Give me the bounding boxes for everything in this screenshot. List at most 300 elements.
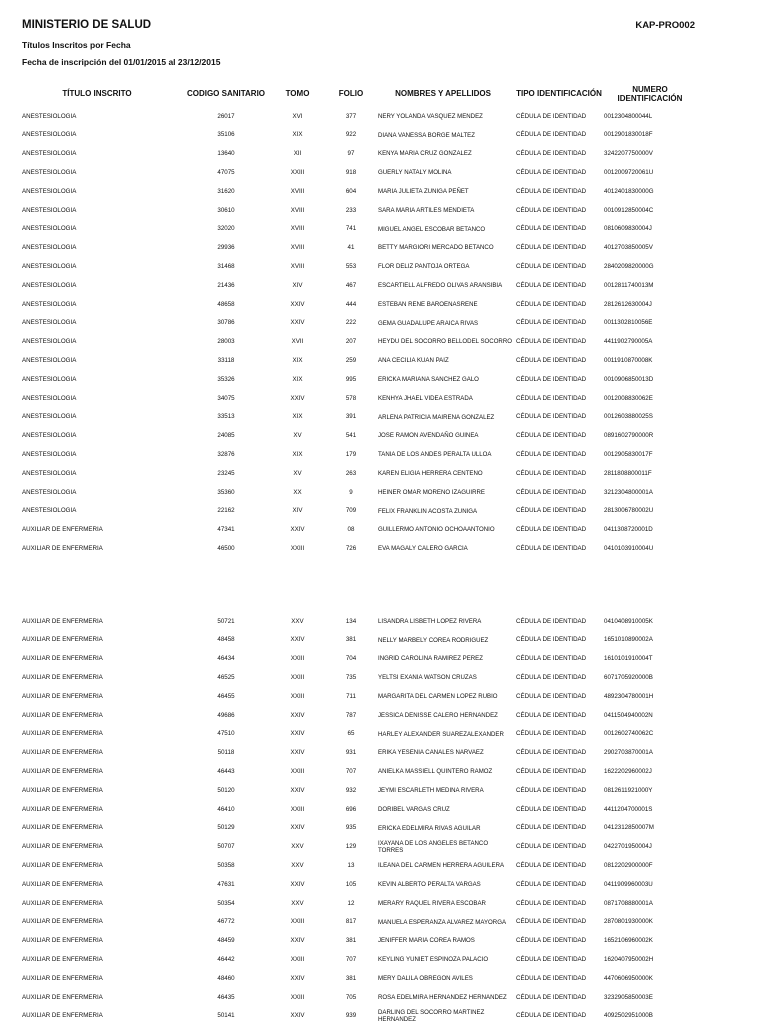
titulo-cell: ANESTESIOLOGIA: [22, 150, 77, 158]
numero-cell: 0012901830018F: [604, 131, 653, 139]
codigo-cell: 46434: [217, 655, 235, 663]
nombre-cell: KENYA MARIA CRUZ GONZALEZ: [378, 150, 472, 158]
tipo-cell: CÉDULA DE IDENTIDAD: [516, 281, 587, 289]
tomo-cell: XXIII: [290, 993, 305, 1001]
codigo-cell: 29936: [217, 244, 235, 252]
nombre-cell: HEYDU DEL SOCORRO BELLODEL SOCORRO: [378, 338, 512, 346]
codigo-cell: 21436: [217, 281, 235, 289]
titulo-cell: ANESTESIOLOGIA: [22, 375, 77, 383]
titulo-cell: ANESTESIOLOGIA: [22, 394, 77, 402]
folio-cell: 12: [347, 899, 355, 907]
nombre-cell: ESTEBAN RENE BAROENASRENE: [378, 300, 478, 308]
table-row: [0, 950, 768, 969]
codigo-cell: 35326: [217, 375, 235, 383]
table-row: [0, 370, 768, 389]
table-row: [0, 838, 768, 857]
tipo-cell: CÉDULA DE IDENTIDAD: [516, 880, 587, 888]
tomo-cell: XXIII: [290, 768, 305, 776]
table-row: [0, 932, 768, 951]
titulo-cell: AUXILIAR DE ENFERMERIA: [22, 918, 103, 926]
table-row: [0, 107, 768, 126]
tomo-cell: XXIV: [290, 526, 305, 534]
folio-cell: 444: [345, 300, 357, 308]
tipo-cell: CÉDULA DE IDENTIDAD: [516, 730, 587, 738]
folio-cell: 707: [345, 956, 357, 964]
tipo-cell: CÉDULA DE IDENTIDAD: [516, 169, 587, 177]
column-header-tipo: TIPO IDENTIFICACIÓN: [516, 89, 602, 99]
numero-cell: 0010906850013D: [604, 375, 654, 383]
folio-cell: 541: [345, 432, 357, 440]
tipo-cell: CÉDULA DE IDENTIDAD: [516, 375, 587, 383]
folio-cell: 735: [345, 674, 357, 682]
codigo-cell: 48658: [217, 300, 235, 308]
nombre-cell: KAREN ELIGIA HERRERA CENTENO: [378, 469, 483, 477]
tomo-cell: XVIII: [290, 187, 305, 195]
tomo-cell: XVIII: [290, 244, 305, 252]
numero-cell: 4012401830000G: [604, 187, 654, 195]
table-row: [0, 819, 768, 838]
codigo-cell: 24085: [217, 432, 235, 440]
titulo-cell: AUXILIAR DE ENFERMERIA: [22, 636, 103, 644]
folio-cell: 134: [345, 617, 357, 625]
numero-cell: 0871708880001A: [604, 899, 653, 907]
tomo-cell: XXIII: [290, 674, 305, 682]
tomo-cell: XIX: [292, 357, 303, 365]
nombre-cell: DIANA VANESSA BORGE MALTEZ: [378, 131, 475, 139]
titulo-cell: AUXILIAR DE ENFERMERIA: [22, 786, 103, 794]
table-row: [0, 257, 768, 276]
codigo-cell: 32020: [217, 225, 235, 233]
titulo-cell: AUXILIAR DE ENFERMERIA: [22, 617, 103, 625]
numero-cell: 0812611921000Y: [604, 786, 653, 794]
tomo-cell: XIX: [292, 131, 303, 139]
tomo-cell: XXV: [291, 862, 304, 870]
titulo-cell: AUXILIAR DE ENFERMERIA: [22, 730, 103, 738]
table-row: [0, 201, 768, 220]
titulo-cell: ANESTESIOLOGIA: [22, 225, 77, 233]
titulo-cell: ANESTESIOLOGIA: [22, 263, 77, 271]
nombre-cell: MERY DALILA OBREGON AVILES: [378, 974, 473, 982]
tomo-cell: XXIII: [290, 805, 305, 813]
codigo-cell: 50129: [217, 824, 235, 832]
numero-cell: 1620407950002H: [604, 956, 654, 964]
nombre-cell: DARLING DEL SOCORRO MARTINEZ HERNANDEZ: [378, 1008, 485, 1024]
numero-cell: 0012602740062C: [604, 730, 654, 738]
tipo-cell: CÉDULA DE IDENTIDAD: [516, 655, 587, 663]
folio-cell: 995: [345, 375, 357, 383]
nombre-cell: TANIA DE LOS ANDES PERALTA ULLOA: [378, 451, 492, 459]
numero-cell: 0422701950004J: [604, 843, 652, 851]
table-row: [0, 182, 768, 201]
tomo-cell: XVII: [291, 338, 304, 346]
numero-cell: 3232905850003E: [604, 993, 653, 1001]
numero-cell: 0411909960003U: [604, 880, 653, 888]
nombre-cell: ARLENA PATRICIA MAIRENA GONZALEZ: [378, 413, 495, 421]
numero-cell: 0010912850004C: [604, 206, 654, 214]
numero-cell: 0012811740013M: [604, 281, 654, 289]
numero-cell: 2812612630004J: [604, 300, 652, 308]
table-row: [0, 687, 768, 706]
folio-cell: 65: [347, 730, 355, 738]
numero-cell: 1651010890002A: [604, 636, 653, 644]
folio-cell: 222: [345, 319, 357, 327]
table-row: [0, 276, 768, 295]
nombre-cell: EVA MAGALY CALERO GARCIA: [378, 545, 468, 553]
nombre-cell: ROSA EDELMIRA HERNANDEZ HERNANDEZ: [378, 993, 507, 1001]
titulo-cell: ANESTESIOLOGIA: [22, 244, 77, 252]
tipo-cell: CÉDULA DE IDENTIDAD: [516, 1012, 587, 1020]
numero-cell: 1610101910004T: [604, 655, 653, 663]
tomo-cell: XXIII: [290, 918, 305, 926]
column-header-codigo: CODIGO SANITARIO: [186, 89, 266, 99]
titulo-cell: AUXILIAR DE ENFERMERIA: [22, 899, 103, 907]
folio-cell: 13: [347, 862, 355, 870]
numero-cell: 0410408910005K: [604, 617, 653, 625]
tomo-cell: XXIV: [290, 824, 305, 832]
titulo-cell: AUXILIAR DE ENFERMERIA: [22, 526, 103, 534]
codigo-cell: 48459: [217, 937, 235, 945]
titulo-cell: AUXILIAR DE ENFERMERIA: [22, 674, 103, 682]
nombre-cell: JEYMI ESCARLETH MEDINA RIVERA: [378, 786, 484, 794]
tipo-cell: CÉDULA DE IDENTIDAD: [516, 993, 587, 1001]
titulo-cell: AUXILIAR DE ENFERMERIA: [22, 974, 103, 982]
table-row: [0, 631, 768, 650]
tipo-cell: CÉDULA DE IDENTIDAD: [516, 749, 587, 757]
tipo-cell: CÉDULA DE IDENTIDAD: [516, 263, 587, 271]
folio-cell: 787: [345, 711, 357, 719]
titulo-cell: ANESTESIOLOGIA: [22, 357, 77, 365]
tipo-cell: CÉDULA DE IDENTIDAD: [516, 150, 587, 158]
nombre-cell: MARGARITA DEL CARMEN LOPEZ RUBIO: [378, 692, 498, 700]
table-row: [0, 612, 768, 631]
tipo-cell: CÉDULA DE IDENTIDAD: [516, 937, 587, 945]
table-row: [0, 762, 768, 781]
tipo-cell: CÉDULA DE IDENTIDAD: [516, 617, 587, 625]
nombre-cell: JOSE RAMON AVENDAÑO GUINEA: [378, 432, 479, 440]
titulo-cell: ANESTESIOLOGIA: [22, 112, 77, 120]
numero-cell: 0012008830062E: [604, 394, 653, 402]
table-row: [0, 875, 768, 894]
folio-cell: 709: [345, 507, 357, 515]
nombre-cell: SARA MARIA ARTILES MENDIETA: [378, 206, 475, 214]
table-row: [0, 389, 768, 408]
titulo-cell: AUXILIAR DE ENFERMERIA: [22, 843, 103, 851]
table-row: [0, 220, 768, 239]
folio-cell: 707: [345, 768, 357, 776]
nombre-cell: NERY YOLANDA VASQUEZ MENDEZ: [378, 112, 483, 120]
titulo-cell: AUXILIAR DE ENFERMERIA: [22, 768, 103, 776]
folio-cell: 918: [345, 169, 357, 177]
nombre-cell: DORIBEL VARGAS CRUZ: [378, 805, 450, 813]
table-row: [0, 706, 768, 725]
nombre-cell: BETTY MARGIORI MERCADO BETANCO: [378, 244, 494, 252]
tomo-cell: XXV: [291, 899, 304, 907]
table-row: [0, 502, 768, 521]
tomo-cell: XVIII: [290, 225, 305, 233]
tipo-cell: CÉDULA DE IDENTIDAD: [516, 357, 587, 365]
table-row: [0, 894, 768, 913]
numero-cell: 4411204700001S: [604, 805, 653, 813]
titulo-cell: AUXILIAR DE ENFERMERIA: [22, 880, 103, 888]
folio-cell: 233: [345, 206, 357, 214]
codigo-cell: 13640: [217, 150, 235, 158]
numero-cell: 2902703870001A: [604, 749, 653, 757]
titulo-cell: AUXILIAR DE ENFERMERIA: [22, 1012, 103, 1020]
nombre-cell: GUILLERMO ANTONIO OCHOAANTONIO: [378, 526, 495, 534]
folio-cell: 105: [345, 880, 357, 888]
numero-cell: 4470606950000K: [604, 974, 653, 982]
tomo-cell: XXIII: [290, 655, 305, 663]
numero-cell: 6071705920000B: [604, 674, 653, 682]
numero-cell: 1652106960002K: [604, 937, 653, 945]
tomo-cell: XXV: [291, 843, 304, 851]
tomo-cell: XXIV: [290, 319, 305, 327]
folio-cell: 9: [349, 488, 353, 496]
table-row: [0, 145, 768, 164]
tipo-cell: CÉDULA DE IDENTIDAD: [516, 692, 587, 700]
nombre-cell: ESCARTIELL ALFREDO OLIVAS ARANSIBIA: [378, 281, 503, 289]
folio-cell: 381: [345, 974, 357, 982]
nombre-cell: ERICKA MARIANA SANCHEZ GALO: [378, 375, 479, 383]
nombre-cell: ILEANA DEL CARMEN HERRERA AGUILERA: [378, 862, 505, 870]
codigo-cell: 31468: [217, 263, 235, 271]
tomo-cell: XV: [293, 432, 302, 440]
codigo-cell: 46525: [217, 674, 235, 682]
numero-cell: 4092502951000B: [604, 1012, 653, 1020]
tomo-cell: XXV: [291, 617, 304, 625]
folio-cell: 578: [345, 394, 357, 402]
codigo-cell: 28003: [217, 338, 235, 346]
tipo-cell: CÉDULA DE IDENTIDAD: [516, 805, 587, 813]
table-row: [0, 333, 768, 352]
numero-cell: 4411902790005A: [604, 338, 653, 346]
tomo-cell: XII: [293, 150, 302, 158]
codigo-cell: 48460: [217, 974, 235, 982]
titulo-cell: AUXILIAR DE ENFERMERIA: [22, 824, 103, 832]
folio-cell: 263: [345, 469, 357, 477]
titulo-cell: ANESTESIOLOGIA: [22, 432, 77, 440]
numero-cell: 0810609830004J: [604, 225, 652, 233]
nombre-cell: ERIKA YESENIA CANALES NARVAEZ: [378, 749, 484, 757]
nombre-cell: INGRID CAROLINA RAMIREZ PEREZ: [378, 655, 483, 663]
nombre-cell: HEINER OMAR MORENO IZAGUIRRE: [378, 488, 485, 496]
tomo-cell: XXIV: [290, 880, 305, 888]
numero-cell: 2870801930000K: [604, 918, 653, 926]
tipo-cell: CÉDULA DE IDENTIDAD: [516, 187, 587, 195]
table-row: [0, 969, 768, 988]
codigo-cell: 47510: [217, 730, 235, 738]
folio-cell: 726: [345, 545, 357, 553]
nombre-cell: KENHYA JHAEL VIDEA ESTRADA: [378, 394, 473, 402]
tomo-cell: XXIV: [290, 749, 305, 757]
tipo-cell: CÉDULA DE IDENTIDAD: [516, 956, 587, 964]
tomo-cell: XXIV: [290, 730, 305, 738]
nombre-cell: HARLEY ALEXANDER SUAREZALEXANDER: [378, 730, 504, 738]
codigo-cell: 30610: [217, 206, 235, 214]
nombre-cell: KEVIN ALBERTO PERALTA VARGAS: [378, 880, 481, 888]
nombre-cell: KEYLING YUNIET ESPINOZA PALACIO: [378, 956, 489, 964]
tomo-cell: XXIII: [290, 545, 305, 553]
table-row: [0, 668, 768, 687]
tomo-cell: XVIII: [290, 206, 305, 214]
folio-cell: 259: [345, 357, 357, 365]
codigo-cell: 26017: [217, 112, 235, 120]
tipo-cell: CÉDULA DE IDENTIDAD: [516, 636, 587, 644]
table-row: [0, 351, 768, 370]
folio-cell: 381: [345, 636, 357, 644]
tipo-cell: CÉDULA DE IDENTIDAD: [516, 545, 587, 553]
table-row: [0, 725, 768, 744]
table-row: [0, 800, 768, 819]
codigo-cell: 47341: [217, 526, 235, 534]
tipo-cell: CÉDULA DE IDENTIDAD: [516, 300, 587, 308]
numero-cell: 4012703850005V: [604, 244, 653, 252]
report-title: MINISTERIO DE SALUD: [22, 19, 152, 31]
codigo-cell: 32876: [217, 451, 235, 459]
nombre-cell: ANIELKA MASSIELL QUINTERO RAMOZ: [378, 768, 493, 776]
tipo-cell: CÉDULA DE IDENTIDAD: [516, 488, 587, 496]
numero-cell: 0411504940002N: [604, 711, 653, 719]
table-row: [0, 521, 768, 540]
numero-cell: 0012905830017F: [604, 451, 653, 459]
nombre-cell: ANA CECILIA KUAN PAIZ: [378, 357, 449, 365]
tomo-cell: XV: [293, 469, 302, 477]
column-header-titulo: TÍTULO INSCRITO: [62, 89, 132, 99]
titulo-cell: AUXILIAR DE ENFERMERIA: [22, 993, 103, 1001]
titulo-cell: AUXILIAR DE ENFERMERIA: [22, 655, 103, 663]
tipo-cell: CÉDULA DE IDENTIDAD: [516, 507, 587, 515]
codigo-cell: 33513: [217, 413, 235, 421]
codigo-cell: 30786: [217, 319, 235, 327]
folio-cell: 553: [345, 263, 357, 271]
numero-cell: 0412312850007M: [604, 824, 654, 832]
folio-cell: 377: [345, 112, 357, 120]
tomo-cell: XXIV: [290, 394, 305, 402]
nombre-cell: MERARY RAQUEL RIVERA ESCOBAR: [378, 899, 486, 907]
titulo-cell: AUXILIAR DE ENFERMERIA: [22, 956, 103, 964]
nombre-cell: NELLY MARBELY COREA RODRIGUEZ: [378, 636, 489, 644]
tipo-cell: CÉDULA DE IDENTIDAD: [516, 451, 587, 459]
titulo-cell: ANESTESIOLOGIA: [22, 319, 77, 327]
tomo-cell: XXIV: [290, 636, 305, 644]
folio-cell: 604: [345, 187, 357, 195]
nombre-cell: GUERLY NATALY MOLINA: [378, 169, 452, 177]
report-subtitle: Títulos Inscritos por Fecha: [22, 40, 131, 50]
titulo-cell: AUXILIAR DE ENFERMERIA: [22, 692, 103, 700]
titulo-cell: ANESTESIOLOGIA: [22, 169, 77, 177]
nombre-cell: IXAYANA DE LOS ANGELES BETANCO TORRES: [378, 839, 489, 854]
codigo-cell: 22162: [217, 507, 235, 515]
codigo-cell: 31620: [217, 187, 235, 195]
tomo-cell: XXIII: [290, 169, 305, 177]
table-row: [0, 427, 768, 446]
titulo-cell: ANESTESIOLOGIA: [22, 469, 77, 477]
codigo-cell: 50120: [217, 786, 235, 794]
table-row: [0, 483, 768, 502]
folio-cell: 696: [345, 805, 357, 813]
folio-cell: 97: [347, 150, 355, 158]
titulo-cell: ANESTESIOLOGIA: [22, 281, 77, 289]
table-row: [0, 856, 768, 875]
folio-cell: 705: [345, 993, 357, 1001]
tomo-cell: XXIV: [290, 937, 305, 945]
folio-cell: 922: [345, 131, 357, 139]
numero-cell: 0012009720061U: [604, 169, 654, 177]
table-row: [0, 650, 768, 669]
tipo-cell: CÉDULA DE IDENTIDAD: [516, 768, 587, 776]
table-row: [0, 464, 768, 483]
tipo-cell: CÉDULA DE IDENTIDAD: [516, 862, 587, 870]
tipo-cell: CÉDULA DE IDENTIDAD: [516, 824, 587, 832]
nombre-cell: FLOR DELIZ PANTOJA ORTEGA: [378, 263, 470, 271]
titulo-cell: ANESTESIOLOGIA: [22, 488, 77, 496]
table-row: [0, 445, 768, 464]
titulo-cell: AUXILIAR DE ENFERMERIA: [22, 711, 103, 719]
numero-cell: 0012603880025S: [604, 413, 653, 421]
nombre-cell: JENIFFER MARIA COREA RAMOS: [378, 937, 475, 945]
titulo-cell: ANESTESIOLOGIA: [22, 338, 77, 346]
tomo-cell: XXIV: [290, 1012, 305, 1020]
numero-cell: 3212304800001A: [604, 488, 653, 496]
tipo-cell: CÉDULA DE IDENTIDAD: [516, 469, 587, 477]
folio-cell: 931: [345, 749, 357, 757]
table-row: [0, 126, 768, 145]
codigo-cell: 35106: [217, 131, 235, 139]
tomo-cell: XXIV: [290, 974, 305, 982]
numero-cell: 0812202900000F: [604, 862, 653, 870]
tomo-cell: XVIII: [290, 263, 305, 271]
numero-cell: 2811808800011F: [604, 469, 652, 477]
table-row: [0, 988, 768, 1007]
nombre-cell: LISANDRA LISBETH LOPEZ RIVERA: [378, 617, 482, 625]
table-row: [0, 913, 768, 932]
folio-cell: 939: [345, 1012, 357, 1020]
folio-cell: 935: [345, 824, 357, 832]
titulo-cell: AUXILIAR DE ENFERMERIA: [22, 805, 103, 813]
table-row: [0, 239, 768, 258]
codigo-cell: 46500: [217, 545, 235, 553]
nombre-cell: MIGUEL ANGEL ESCOBAR BETANCO: [378, 225, 486, 233]
numero-cell: 0011910870008K: [604, 357, 653, 365]
codigo-cell: 50354: [217, 899, 235, 907]
nombre-cell: GEMA GUADALUPE ARAICA RIVAS: [378, 319, 479, 327]
column-header-tomo: TOMO: [285, 89, 310, 99]
tomo-cell: XXIII: [290, 956, 305, 964]
column-header-numero: NUMERO IDENTIFICACIÓN: [617, 84, 683, 103]
column-header-nombre: NOMBRES Y APELLIDOS: [395, 89, 491, 99]
tipo-cell: CÉDULA DE IDENTIDAD: [516, 918, 587, 926]
codigo-cell: 50141: [217, 1012, 235, 1020]
tipo-cell: CÉDULA DE IDENTIDAD: [516, 319, 587, 327]
codigo-cell: 23245: [217, 469, 235, 477]
numero-cell: 2813006780002U: [604, 507, 654, 515]
tomo-cell: XIV: [292, 507, 303, 515]
nombre-cell: ERICKA EDELMIRA RIVAS AGUILAR: [378, 824, 481, 832]
titulo-cell: ANESTESIOLOGIA: [22, 187, 77, 195]
codigo-cell: 46410: [217, 805, 235, 813]
numero-cell: 4892304780001H: [604, 692, 654, 700]
folio-cell: 129: [345, 843, 357, 851]
tomo-cell: XIX: [292, 375, 303, 383]
folio-cell: 381: [345, 937, 357, 945]
tipo-cell: CÉDULA DE IDENTIDAD: [516, 131, 587, 139]
codigo-cell: 46442: [217, 956, 235, 964]
titulo-cell: ANESTESIOLOGIA: [22, 300, 77, 308]
nombre-cell: MARIA JULIETA ZUNIGA PEÑET: [378, 187, 469, 195]
table-row: [0, 314, 768, 333]
tomo-cell: XXIV: [290, 300, 305, 308]
numero-cell: 2840209820000G: [604, 263, 654, 271]
